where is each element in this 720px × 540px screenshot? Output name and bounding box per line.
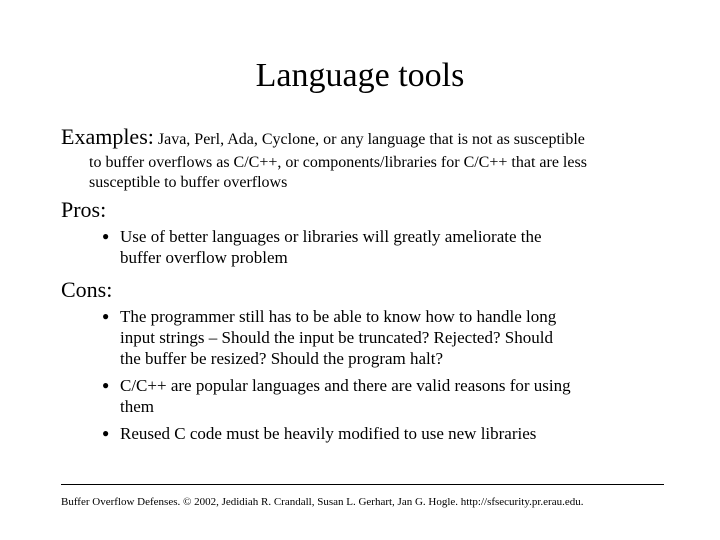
examples-block	[61, 124, 661, 193]
pros-item-line: buffer overflow problem	[120, 248, 288, 267]
bullet-icon: ●	[102, 426, 110, 440]
cons-list	[102, 306, 662, 450]
cons-heading: Cons:	[61, 277, 113, 302]
footer-divider	[61, 484, 664, 485]
cons-item-line: The programmer still has to be able to know how to handle long	[120, 307, 557, 326]
cons-item-line: Reused C code must be heavily modified to use new libraries	[120, 424, 537, 443]
pros-item-line: Use of better languages or libraries will greatly ameliorate the	[120, 227, 542, 246]
footer-citation: Buffer Overflow Defenses. © 2002, Jedidiah R. Crandall, Susan L. Gerhart, Jan G. Hogle. http://sfsecurity.pr.erau.edu.	[61, 496, 584, 508]
examples-first-text: Java, Perl, Ada, Cyclone, or any language that is not as susceptible	[157, 131, 585, 148]
slide-title: Language tools	[255, 57, 465, 94]
bullet-icon: ●	[102, 229, 110, 243]
examples-first-line	[61, 124, 661, 153]
cons-item-line: C/C++ are popular languages and there are valid reasons for using	[120, 376, 571, 395]
bullet-icon: ●	[102, 378, 110, 392]
examples-continuation-1: to buffer overflows as C/C++, or components/libraries for C/C++ that are less	[89, 154, 587, 171]
cons-item	[102, 423, 662, 444]
examples-label: Examples:	[61, 124, 154, 149]
pros-item	[102, 226, 662, 268]
cons-item	[102, 375, 662, 417]
bullet-icon: ●	[102, 309, 110, 323]
cons-item-line: them	[120, 397, 154, 416]
cons-item-line: input strings – Should the input be truncated? Rejected? Should	[120, 328, 553, 347]
pros-list	[102, 226, 662, 274]
pros-heading: Pros:	[61, 197, 107, 222]
cons-item	[102, 306, 662, 369]
examples-continuation-2: susceptible to buffer overflows	[89, 174, 288, 191]
cons-item-line: the buffer be resized? Should the program halt?	[120, 349, 444, 368]
